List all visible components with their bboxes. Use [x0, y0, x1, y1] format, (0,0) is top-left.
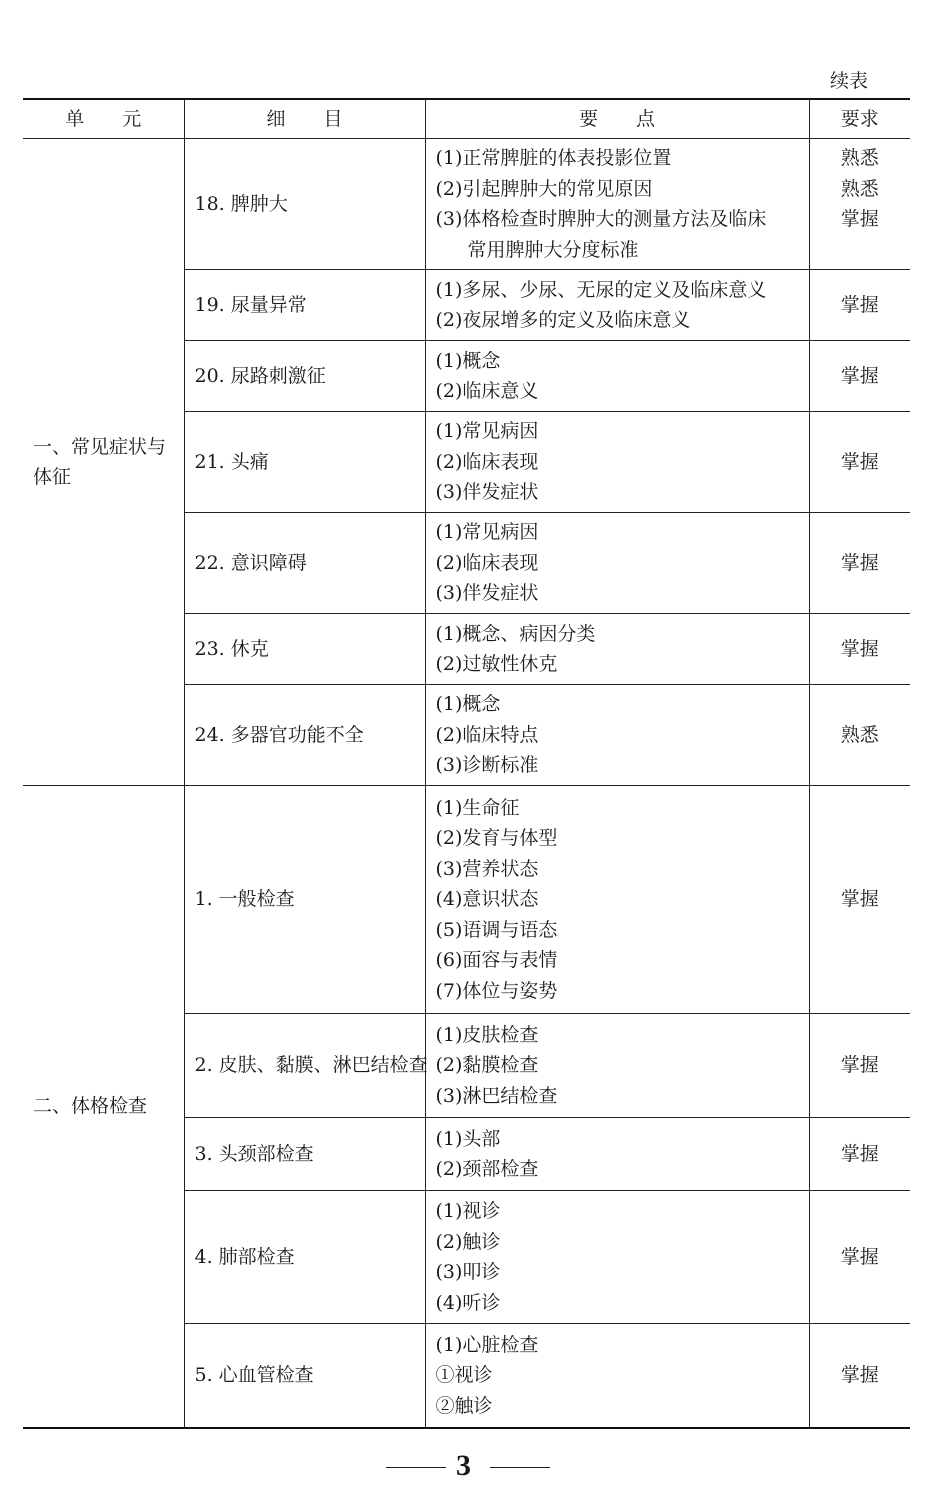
requirement-cell: 掌握 [809, 270, 910, 341]
point-line: (1)概念 [435, 349, 501, 372]
points-cell [425, 270, 809, 341]
point-line: (2)颈部检查 [435, 1158, 539, 1180]
point-line: (2)临床表现 [435, 450, 539, 473]
point-line: (1)正常脾脏的体表投影位置 [435, 147, 672, 169]
point-line: (3)体格检查时脾肿大的测量方法及临床 [435, 208, 767, 230]
requirement-cell: 掌握 [809, 786, 910, 1014]
point-line: (2)临床特点 [435, 723, 539, 746]
item-cell: 4. 肺部检查 [184, 1191, 425, 1324]
point-line: (1)生命征 [435, 796, 520, 819]
point-line: (2)夜尿增多的定义及临床意义 [435, 309, 691, 331]
point-line: (2)发育与体型 [435, 827, 558, 850]
item-cell: 18. 脾肿大 [184, 139, 425, 270]
continued-table-label: 续表 [830, 70, 869, 92]
point-line: (4)听诊 [435, 1291, 501, 1314]
points-cell [425, 513, 809, 614]
item-cell: 3. 头颈部检查 [184, 1118, 425, 1191]
point-line: (1)多尿、少尿、无尿的定义及临床意义 [435, 278, 767, 301]
requirement-cell: 掌握 [809, 513, 910, 614]
item-cell: 21. 头痛 [184, 412, 425, 513]
requirement-cell: 掌握 [809, 1191, 910, 1324]
item-cell: 1. 一般检查 [184, 786, 425, 1014]
point-line: 常用脾肿大分度标准 [467, 238, 639, 261]
item-cell: 23. 休克 [184, 614, 425, 685]
points-cell [425, 1014, 809, 1118]
point-line: (3)诊断标准 [435, 754, 539, 777]
point-line: (1)头部 [435, 1127, 501, 1150]
point-line: (2)黏膜检查 [435, 1054, 539, 1077]
requirement-cell: 掌握 [809, 1118, 910, 1191]
item-cell: 5. 心血管检查 [184, 1324, 425, 1428]
requirement-cell: 掌握 [809, 341, 910, 412]
point-line: (6)面容与表情 [435, 949, 558, 972]
unit-cell: 二、体格检查 [23, 786, 184, 1428]
point-line: ①视诊 [435, 1364, 493, 1386]
points-cell [425, 1324, 809, 1428]
point-line: ②触诊 [435, 1394, 493, 1417]
requirement-cell [809, 139, 910, 270]
point-line: (2)触诊 [435, 1230, 501, 1253]
point-line: (3)伴发症状 [435, 481, 539, 504]
header-requirement: 要求 [809, 99, 910, 139]
point-line: (3)伴发症状 [435, 582, 539, 605]
requirement-value: 熟悉 [840, 147, 879, 169]
point-line: (1)概念 [435, 693, 501, 716]
requirement-cell: 掌握 [809, 412, 910, 513]
requirement-value: 熟悉 [840, 177, 879, 200]
requirement-cell: 掌握 [809, 1014, 910, 1118]
item-cell: 2. 皮肤、黏膜、淋巴结检查 [184, 1014, 425, 1118]
page-number: 3 [456, 1449, 471, 1482]
point-line: (3)叩诊 [435, 1261, 501, 1283]
item-cell: 22. 意识障碍 [184, 513, 425, 614]
item-cell: 24. 多器官功能不全 [184, 685, 425, 786]
points-cell [425, 1118, 809, 1191]
header-item: 细 目 [184, 99, 425, 139]
syllabus-table [23, 98, 910, 1429]
header-points: 要 点 [425, 99, 809, 139]
point-line: (7)体位与姿势 [435, 979, 558, 1002]
footer-rule-left [386, 1467, 446, 1468]
points-cell [425, 341, 809, 412]
point-line: (5)语调与语态 [435, 918, 558, 941]
point-line: (1)视诊 [435, 1200, 501, 1222]
points-cell [425, 139, 809, 270]
point-line: (1)心脏检查 [435, 1333, 539, 1356]
points-cell [425, 614, 809, 685]
point-line: (4)意识状态 [435, 888, 539, 911]
requirement-value: 掌握 [840, 208, 879, 230]
point-line: (1)概念、病因分类 [435, 622, 596, 645]
point-line: (2)临床意义 [435, 380, 539, 402]
requirement-cell: 熟悉 [809, 685, 910, 786]
point-line: (1)常见病因 [435, 420, 539, 443]
point-line: (1)皮肤检查 [435, 1023, 539, 1046]
point-line: (2)引起脾肿大的常见原因 [435, 177, 653, 200]
point-line: (2)过敏性休克 [435, 653, 558, 675]
points-cell [425, 786, 809, 1014]
table-header-row [23, 99, 910, 139]
page-footer [0, 1449, 931, 1485]
point-line: (3)营养状态 [435, 857, 539, 880]
item-cell: 19. 尿量异常 [184, 270, 425, 341]
footer-rule-right [490, 1467, 550, 1468]
point-line: (3)淋巴结检查 [435, 1084, 558, 1107]
header-unit: 单 元 [23, 99, 184, 139]
points-cell [425, 685, 809, 786]
points-cell [425, 1191, 809, 1324]
requirement-cell: 掌握 [809, 1324, 910, 1428]
table-row [23, 139, 910, 270]
unit-cell: 一、常见症状与体征 [23, 139, 184, 786]
point-line: (2)临床表现 [435, 551, 539, 574]
item-cell: 20. 尿路刺激征 [184, 341, 425, 412]
points-cell [425, 412, 809, 513]
table-row [23, 786, 910, 1014]
point-line: (1)常见病因 [435, 521, 539, 544]
requirement-cell: 掌握 [809, 614, 910, 685]
